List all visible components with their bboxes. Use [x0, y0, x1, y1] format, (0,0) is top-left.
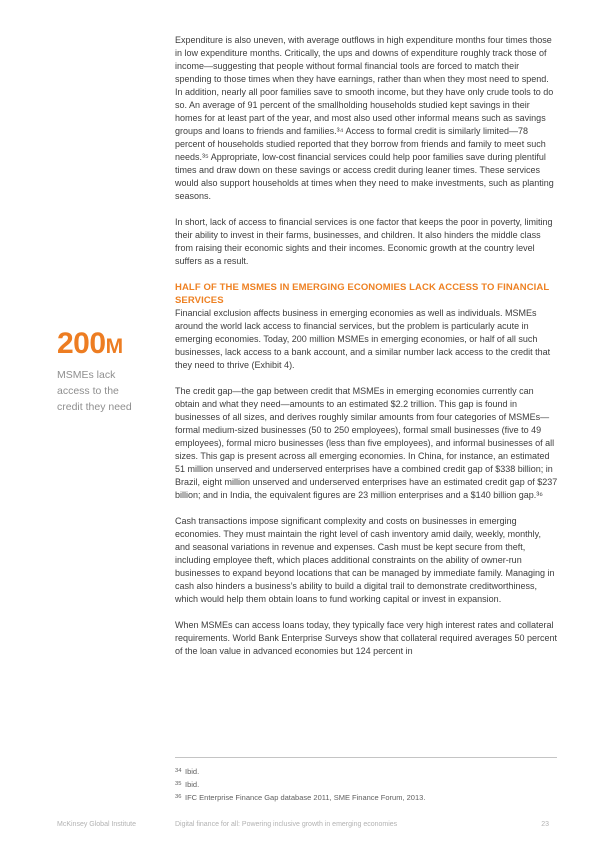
footnote [175, 765, 557, 778]
stat-number [57, 327, 157, 364]
paragraph-in-short: In short, lack of access to financial services is one factor that keeps the poor in poverty, limiting their ability to invest in their farms, businesses, and children. It also hinders the middle class from raising their economic sights and their incomes. Economic growth at the country level suffers as a result. [175, 217, 553, 266]
paragraph-expenditure: Expenditure is also uneven, with average outflows in high expenditure months four times those in low expenditure months. Critically, the ups and downs of expenditure roughly track those of income—suggesting that people without formal financial tools are forced to match their spending to those times when they have earnings, rather than when they most need to spend. In addition, nearly all poor families save to smooth income, but they have only crude tools to do so. An average of 91 percent of the smallholding households studied kept savings in their homes for at least part of the year, and most also used other informal means such as savings groups and loans to friends and families.³⁴ Access to formal credit is similarly limited—78 percent of households studied reported that they borrow from friends and family to meet such needs.³⁵ Appropriate, low-cost financial services could help poor families save during plentiful times and draw down on these savings or access credit during leaner times. These services would also support households at times when they need to make investments, such as planting seasons. [175, 35, 554, 201]
paragraph-financial-exclusion: Financial exclusion affects business in emerging economies as well as individuals. MSMEs around the world lack access to financial services, but the problem is particularly acute in emerging economies. Today, 200 million MSMEs in emerging economies, or half of all such businesses, lack access to a bank account, and a similar number lack access to the credit that they need to thrive (Exhibit 4). [175, 308, 551, 370]
footnotes [175, 757, 557, 804]
footnote-marker: 34 [175, 768, 182, 774]
paragraph-cash-transactions: Cash transactions impose significant complexity and costs on businesses in emerging economies. They must maintain the right level of cash inventory amid daily, weekly, monthly, and seasonal variations in revenue and expenses. Cash must be kept secure from theft, including employee theft, which places additional constraints on the ability of owner-run businesses to expand beyond locations that can be managed by immediate family. Managing in cash also hinders a business’s ability to build a digital trail to demonstrate creditworthiness, which would help them obtain loans to fund working capital or invest in expansion. [175, 516, 555, 604]
footnote-divider [175, 757, 557, 758]
footnote-marker: 36 [175, 794, 182, 800]
page-footer [0, 820, 600, 832]
footnote-text: IFC Enterprise Finance Gap database 2011, SME Finance Forum, 2013. [185, 793, 426, 802]
page-number: 23 [541, 821, 549, 828]
footnote-text: Ibid. [185, 780, 200, 789]
stat-value: 200 [57, 327, 106, 360]
footnote [175, 791, 557, 804]
footer-report-title: Digital finance for all: Powering inclusive growth in emerging economies [175, 821, 398, 828]
sidebar-stat [57, 327, 157, 415]
footnote [175, 778, 557, 791]
footer-brand: McKinsey Global Institute [57, 821, 136, 828]
stat-suffix: M [105, 335, 124, 358]
paragraph-credit-gap: The credit gap—the gap between credit that MSMEs in emerging economies currently can obtain and what they need—amounts to an estimated $2.2 trillion. This gap is found in businesses of all sizes, and derives roughly similar amounts from four categories of MSMEs—formal medium-sized businesses (50 to 250 employees), formal small businesses (five to 49 employees), formal micro businesses (less than five employees), and informal businesses of all sizes. This gap is present across all emerging economies. In China, for instance, an estimated 51 million unserved and underserved enterprises have a combined credit gap of $338 billion; in Brazil, eight million unserved and underserved enterprises have an estimated credit gap of $237 billion; and in India, the equivalent figures are 23 million enterprises and a $140 billion gap.³⁶ [175, 386, 558, 500]
footnote-text: Ibid. [185, 767, 200, 776]
body-column [175, 34, 558, 671]
stat-caption: MSMEs lack access to the credit they need [57, 369, 132, 413]
footnote-marker: 35 [175, 781, 182, 787]
paragraph-msme-loans: When MSMEs can access loans today, they typically face very high interest rates and collateral requirements. World Bank Enterprise Surveys show that collateral required averages 50 percent of the loan value in advanced economies but 124 percent in [175, 620, 558, 656]
section-heading: HALF OF THE MSMES IN EMERGING ECONOMIES LACK ACCESS TO FINANCIAL SERVICES [175, 282, 550, 306]
